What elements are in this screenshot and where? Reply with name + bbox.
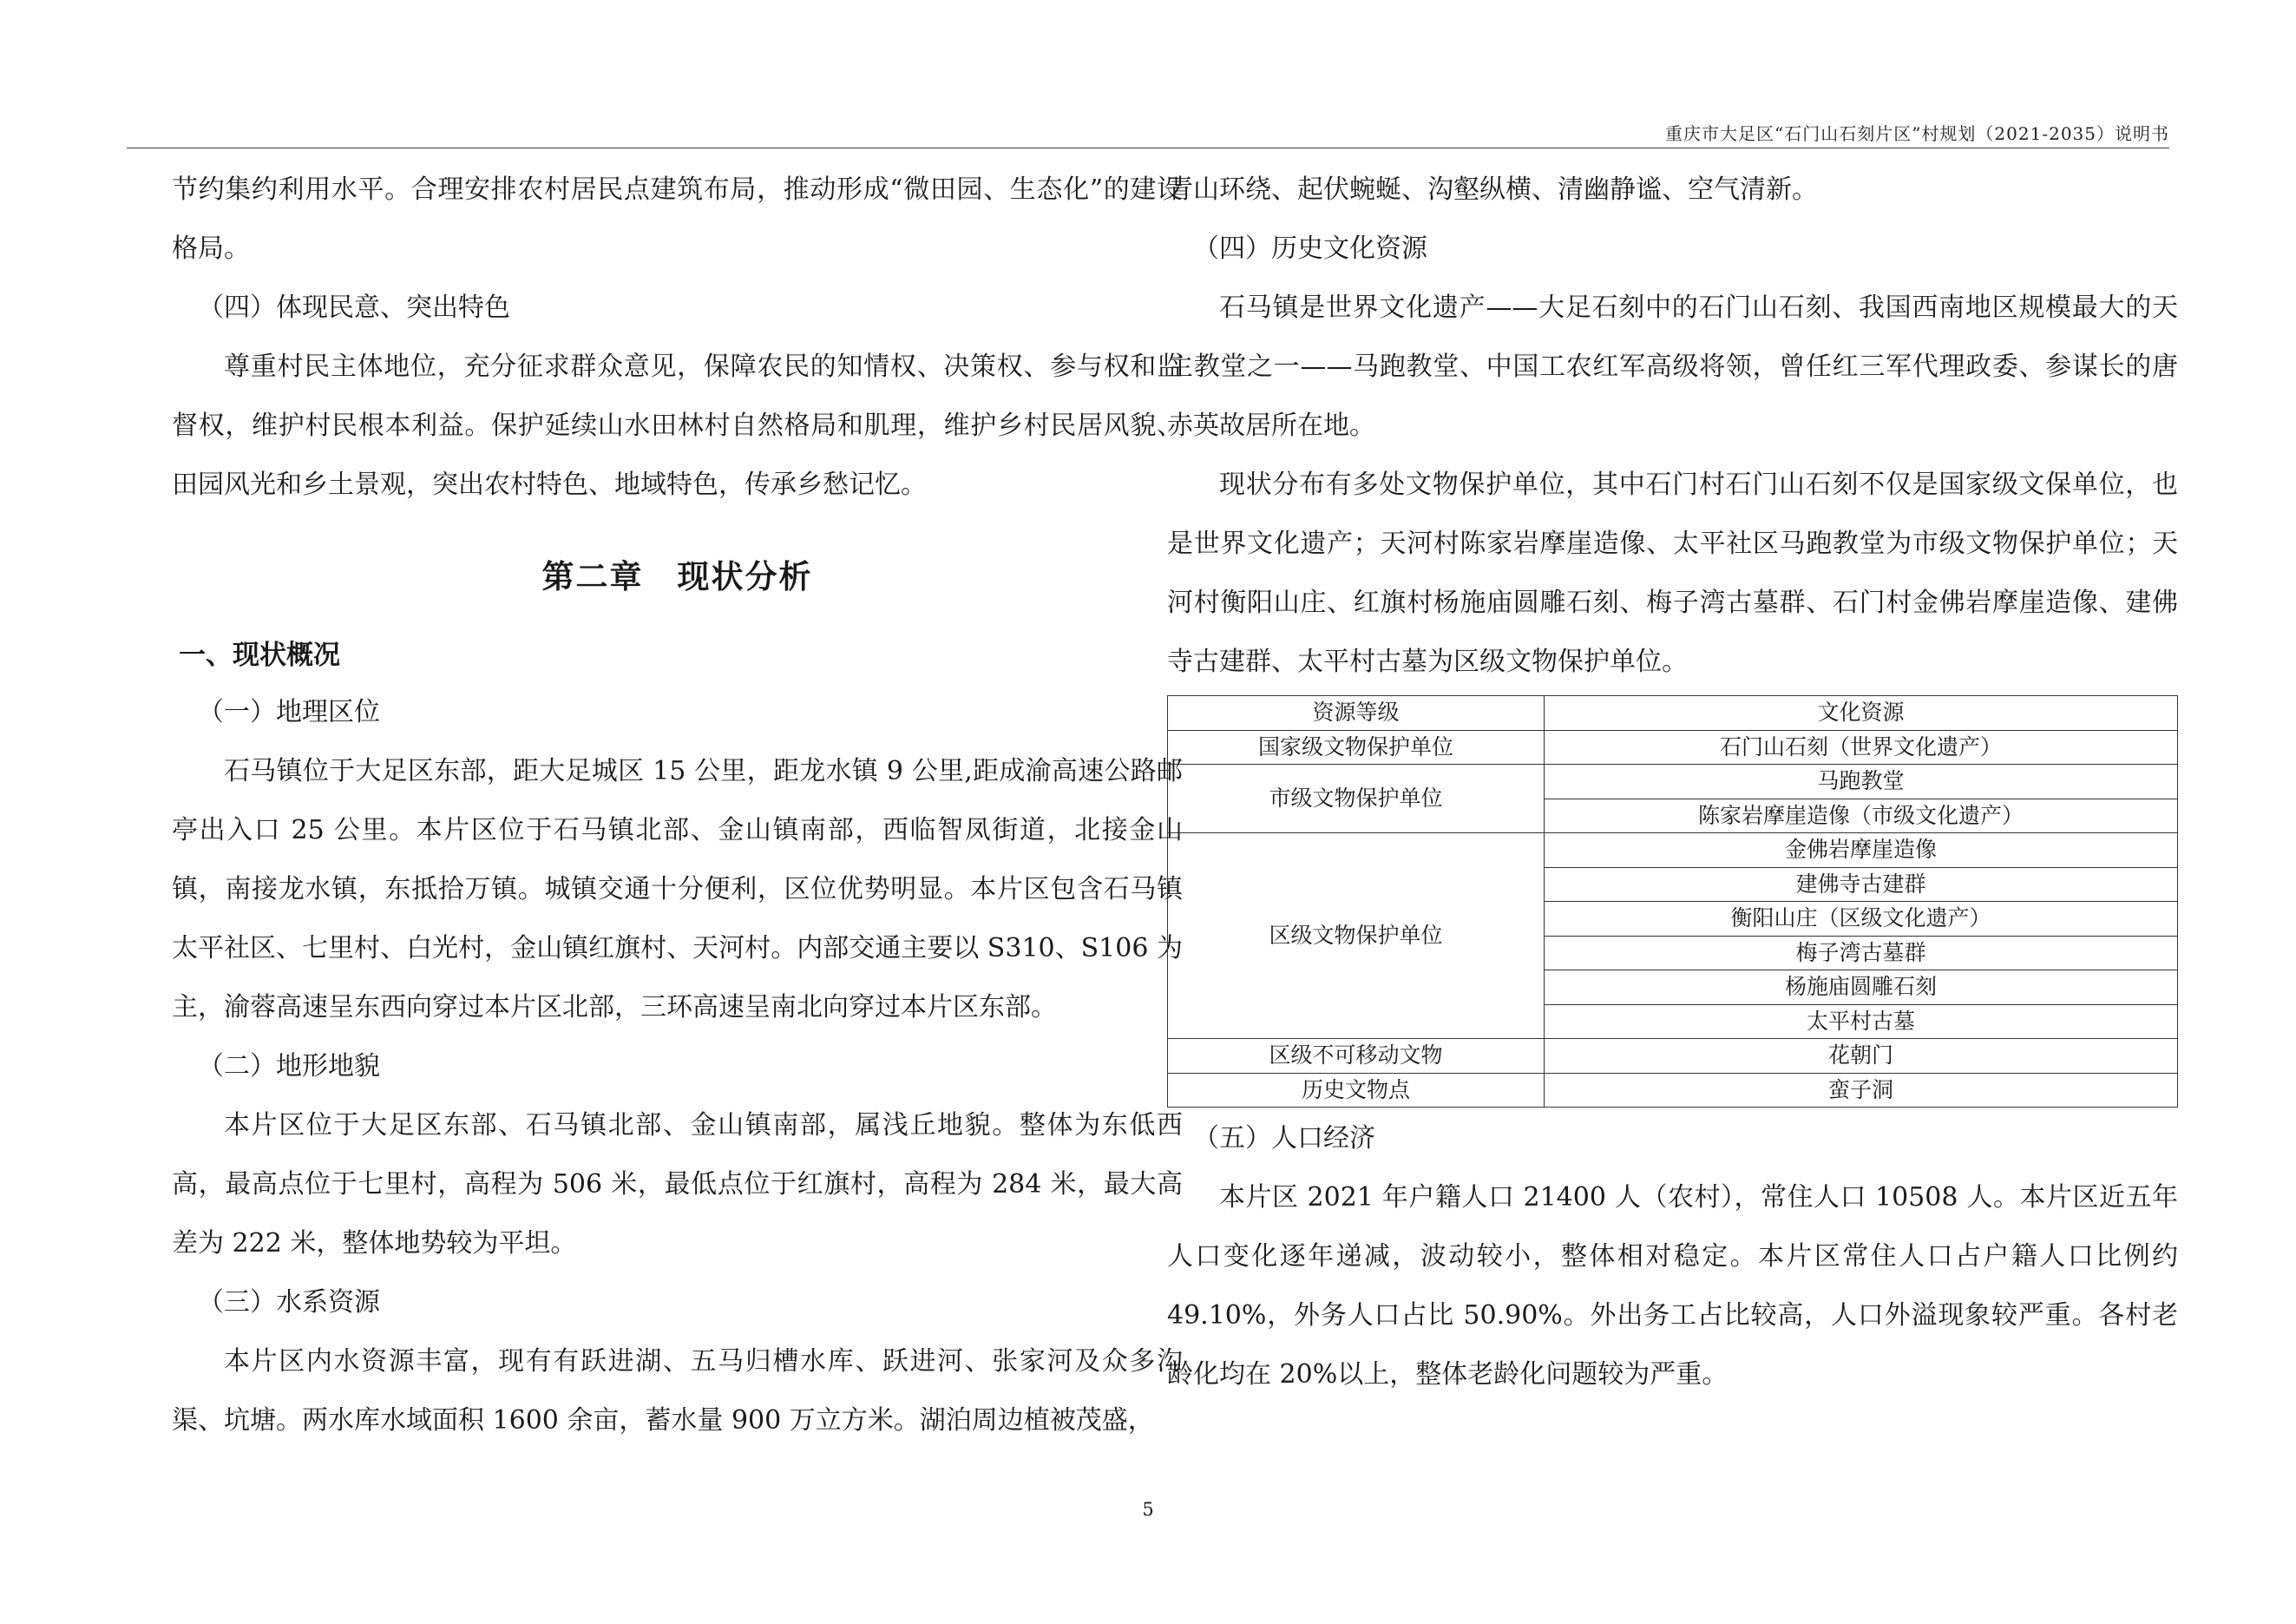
paragraph-villager-rights: 尊重村民主体地位，充分征求群众意见，保障农民的知情权、决策权、参与权和监督权，维护村民根本利益。保护延续山水田林村自然格局和肌理，维护乡村民居风貌、田园风光和乡土景观，突出农村特色、地域特色，传承乡愁记忆。 — [172, 352, 1183, 500]
table-row — [1168, 1073, 2178, 1108]
table-cell-resource: 梅子湾古墓群 — [1545, 936, 2178, 970]
table-cell-resource: 陈家岩摩崖造像（市级文化遗产） — [1545, 799, 2178, 833]
table-row — [1168, 765, 2178, 799]
table-cell-resource: 马跑教堂 — [1545, 765, 2178, 799]
section-heading-overview: 一、现状概况 — [179, 640, 340, 671]
table-cell-resource: 衡阳山庄（区级文化遗产） — [1545, 902, 2178, 937]
paragraph-protected-units: 现状分布有多处文物保护单位，其中石门村石门山石刻不仅是国家级文保单位，也是世界文化遗产；天河村陈家岩摩崖造像、太平社区马跑教堂为市级文物保护单位；天河村衡阳山庄、红旗村杨施庙圆雕石刻、梅子湾古墓群、石门村金佛岩摩崖造像、建佛寺古建群、太平村古墓为区级文物保护单位。 — [1167, 470, 2178, 677]
paragraph-population: 本片区 2021 年户籍人口 21400 人（农村），常住人口 10508 人。本片区近五年人口变化逐年递减，波动较小，整体相对稳定。本片区常住人口占户籍人口比例约 49.10%，外务人口占比 50.90%。外出务工占比较高，人口外溢现象较严重。各村老龄化均在 20%以上，整体老龄化问题较为严重。 — [1167, 1182, 2178, 1390]
heading-terrain: （二）地形地貌 — [198, 1051, 380, 1082]
table-cell-level: 区级不可移动文物 — [1168, 1039, 1545, 1074]
heading-history-culture: （四）历史文化资源 — [1193, 233, 1427, 264]
table-cell-level: 市级文物保护单位 — [1168, 765, 1545, 833]
paragraph-location: 石马镇位于大足区东部，距大足城区 15 公里，距龙水镇 9 公里,距成渝高速公路邮亭出入口 25 公里。本片区位于石马镇北部、金山镇南部，西临智凤街道，北接金山镇，南接龙水镇，东抵拾万镇。城镇交通十分便利，区位优势明显。本片区包含石马镇太平社区、七里村、白光村，金山镇红旗村、天河村。内部交通主要以 S310、S106 为主，渝蓉高速呈东西向穿过本片区北部，三环高速呈南北向穿过本片区东部。 — [172, 756, 1183, 1022]
document-header: 重庆市大足区“石门山石刻片区”村规划（2021-2035）说明书 — [1664, 123, 2169, 144]
table-cell-level: 区级文物保护单位 — [1168, 833, 1545, 1039]
paragraph-heritage-intro: 石马镇是世界文化遗产——大足石刻中的石门山石刻、我国西南地区规模最大的天主教堂之一——马跑教堂、中国工农红军高级将领，曾任红三军代理政委、参谋长的唐赤英故居所在地。 — [1167, 293, 2178, 441]
table-cell-resource: 金佛岩摩崖造像 — [1545, 833, 2178, 868]
heading-population: （五）人口经济 — [1193, 1123, 1375, 1154]
page-number: 5 — [1142, 1499, 1154, 1520]
heading-location: （一）地理区位 — [198, 697, 380, 727]
paragraph-water: 本片区内水资源丰富，现有有跃进湖、五马归槽水库、跃进河、张家河及众多沟渠、坑塘。两水库水域面积 1600 余亩，蓄水量 900 万立方米。湖泊周边植被茂盛， — [172, 1346, 1183, 1436]
left-column — [172, 161, 1183, 1450]
table-cell-resource: 建佛寺古建群 — [1545, 867, 2178, 902]
heading-water: （三）水系资源 — [198, 1287, 380, 1318]
table-cell-level: 国家级文物保护单位 — [1168, 730, 1545, 765]
table-cell-resource: 花朝门 — [1545, 1039, 2178, 1074]
paragraph-scenery: 青山环绕、起伏蜿蜒、沟壑纵横、清幽静谧、空气清新。 — [1167, 174, 1818, 205]
table-header-level: 资源等级 — [1168, 696, 1545, 731]
table-row — [1168, 1039, 2178, 1074]
table-row — [1168, 833, 2178, 868]
chapter-title: 第二章 现状分析 — [541, 558, 813, 595]
table-cell-resource: 杨施庙圆雕石刻 — [1545, 970, 2178, 1005]
table-cell-resource: 石门山石刻（世界文化遗产） — [1545, 730, 2178, 765]
paragraph-terrain: 本片区位于大足区东部、石马镇北部、金山镇南部，属浅丘地貌。整体为东低西高，最高点位于七里村，高程为 506 米，最低点位于红旗村，高程为 284 米，最大高差为 222 米，整体地势较为平坦。 — [172, 1110, 1183, 1259]
table-row — [1168, 730, 2178, 765]
paragraph-building-layout: 节约集约利用水平。合理安排农村居民点建筑布局，推动形成“微田园、生态化”的建设格局。 — [172, 174, 1183, 264]
table-header-row — [1168, 696, 2178, 731]
table-cell-resource: 蛮子洞 — [1545, 1073, 2178, 1108]
right-column — [1167, 161, 2178, 1404]
table-header-resource: 文化资源 — [1545, 696, 2178, 731]
table-cell-level: 历史文物点 — [1168, 1073, 1545, 1108]
table-cell-resource: 太平村古墓 — [1545, 1004, 2178, 1039]
heading-public-opinion: （四）体现民意、突出特色 — [198, 293, 510, 323]
cultural-resource-table — [1167, 695, 2178, 1108]
